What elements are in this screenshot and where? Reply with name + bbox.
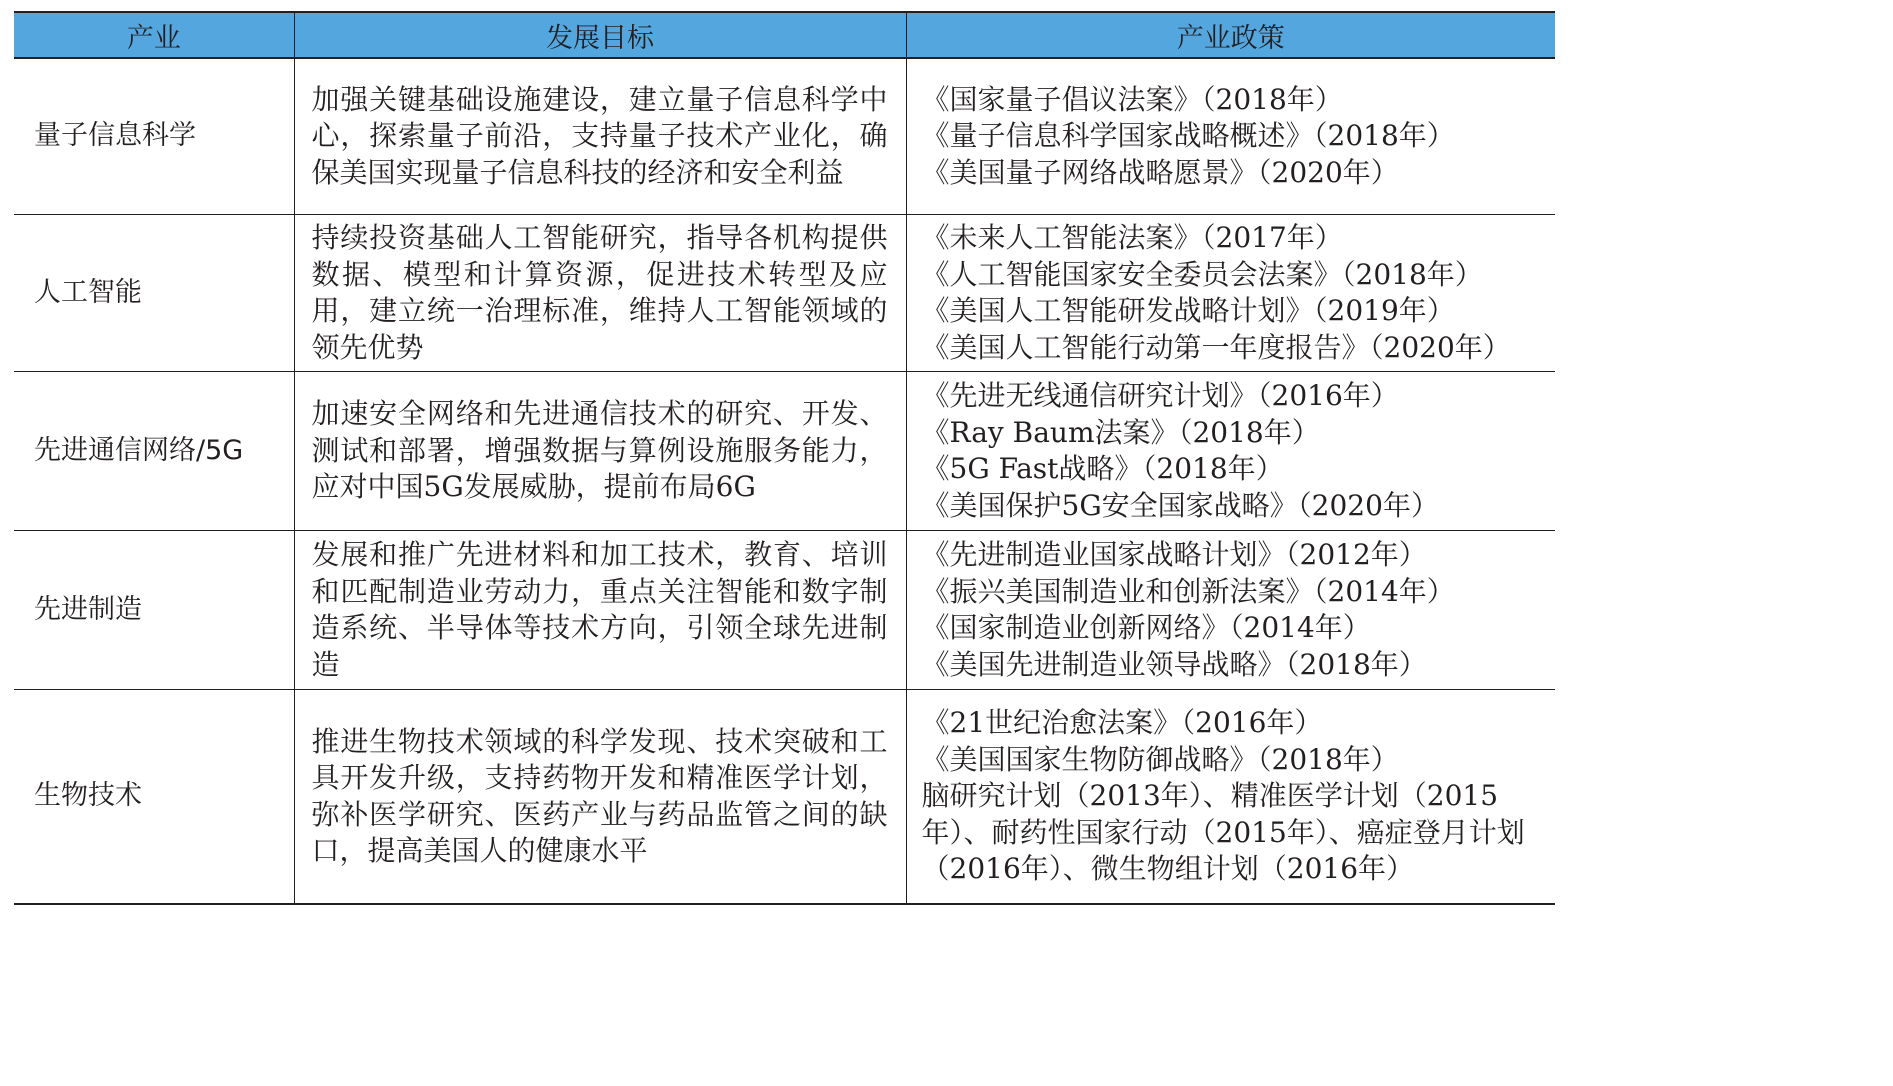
industry-cell: 量子信息科学 <box>14 58 294 215</box>
policy-item: 《量子信息科学国家战略概述》（2018年） <box>921 119 1455 153</box>
industry-policy-table <box>14 11 1555 905</box>
policy-item: 《国家制造业创新网络》（2014年） <box>921 611 1371 644</box>
industry-cell: 人工智能 <box>14 215 294 372</box>
policy-item: 《振兴美国制造业和创新法案》（2014年） <box>921 574 1455 608</box>
table-body <box>14 58 1555 904</box>
goal-cell: 发展和推广先进材料和加工技术，教育、培训和匹配制造业劳动力，重点关注智能和数字制造系统、半导体等技术方向，引领全球先进制造 <box>294 531 906 690</box>
table-row <box>14 531 1555 690</box>
table-row <box>14 372 1555 531</box>
policy-item: 《5G Fast战略》（2018年） <box>921 452 1284 485</box>
policy-item: 《美国保护5G安全国家战略》（2020年） <box>921 488 1439 522</box>
policy-item: 《国家量子倡议法案》（2018年） <box>921 82 1343 116</box>
goal-cell: 推进生物技术领域的科学发现、技术突破和工具开发升级，支持药物开发和精准医学计划，弥补医学研究、医药产业与药品监管之间的缺口，提高美国人的健康水平 <box>294 690 906 905</box>
industry-cell: 生物技术 <box>14 690 294 905</box>
policy-item: 《未来人工智能法案》（2017年） <box>921 221 1343 254</box>
table-header <box>14 12 1555 58</box>
header-row <box>14 12 1555 58</box>
policy-item: 《先进制造业国家战略计划》（2012年） <box>921 538 1427 571</box>
industry-cell: 先进通信网络/5G <box>14 372 294 531</box>
table-row <box>14 690 1555 905</box>
policy-cell <box>906 372 1555 531</box>
policy-item: 《人工智能国家安全委员会法案》（2018年） <box>921 257 1483 291</box>
industry-cell: 先进制造 <box>14 531 294 690</box>
policy-cell <box>906 531 1555 690</box>
table-row <box>14 58 1555 215</box>
goal-cell: 加强关键基础设施建设，建立量子信息科学中心，探索量子前沿，支持量子技术产业化，确保美国实现量子信息科技的经济和安全利益 <box>294 58 906 215</box>
policy-cell <box>906 690 1555 905</box>
policy-cell <box>906 58 1555 215</box>
policy-item: 《美国国家生物防御战略》（2018年） <box>921 742 1399 776</box>
policy-item: 《21世纪治愈法案》（2016年） <box>921 706 1323 740</box>
header-goal: 发展目标 <box>294 12 906 58</box>
header-policy: 产业政策 <box>906 12 1555 58</box>
policy-item: 《美国人工智能研发战略计划》（2019年） <box>921 294 1455 327</box>
policy-item: 《美国先进制造业领导战略》（2018年） <box>921 647 1427 681</box>
policy-item: 《美国人工智能行动第一年度报告》（2020年） <box>921 330 1511 364</box>
table-row <box>14 215 1555 372</box>
header-industry: 产业 <box>14 12 294 58</box>
policy-item: 《美国量子网络战略愿景》（2020年） <box>921 155 1399 189</box>
policy-cell <box>906 215 1555 372</box>
policy-item: 《Ray Baum法案》（2018年） <box>921 415 1320 449</box>
policy-item: 《先进无线通信研究计划》（2016年） <box>921 379 1399 412</box>
goal-cell: 加速安全网络和先进通信技术的研究、开发、测试和部署，增强数据与算例设施服务能力，应对中国5G发展威胁，提前布局6G <box>294 372 906 531</box>
goal-cell: 持续投资基础人工智能研究，指导各机构提供数据、模型和计算资源，促进技术转型及应用，建立统一治理标准，维持人工智能领域的领先优势 <box>294 215 906 372</box>
policy-note: 脑研究计划（2013年）、精准医学计划（2015年）、耐药性国家行动（2015年）、癌症登月计划（2016年）、微生物组计划（2016年） <box>921 779 1525 886</box>
